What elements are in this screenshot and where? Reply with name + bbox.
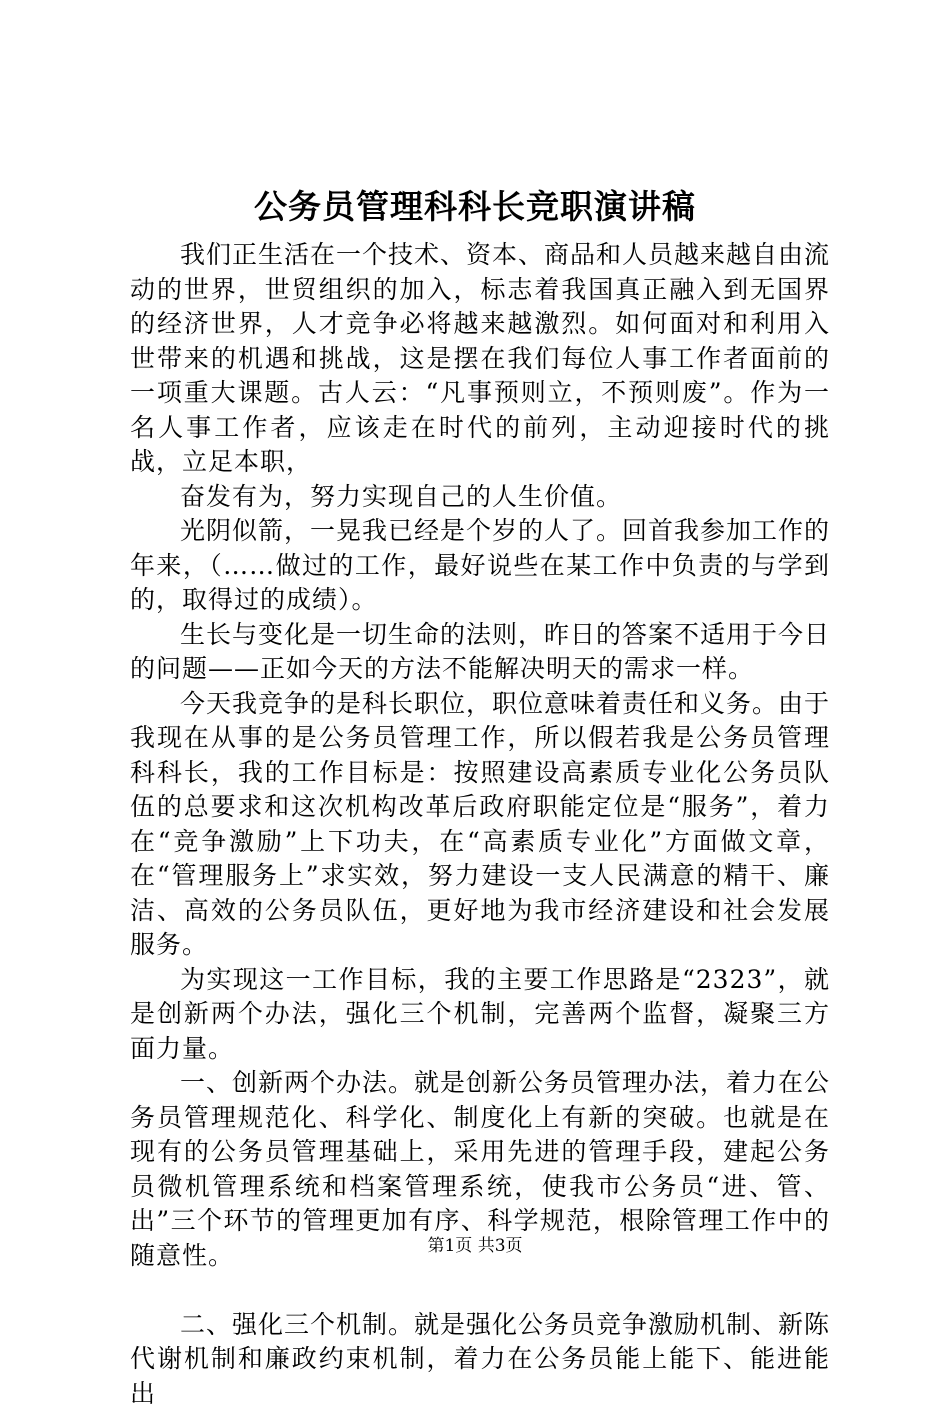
document-title: 公务员管理科科长竞职演讲稿 (0, 183, 950, 231)
paragraph: 为实现这一工作目标，我的主要工作思路是“2323”，就是创新两个办法，强化三个机制，完善两个监督，凝聚三方面力量。 (130, 963, 830, 1067)
paragraph: 今天我竞争的是科长职位，职位意味着责任和义务。由于我现在从事的是公务员管理工作，所以假若我是公务员管理科科长，我的工作目标是：按照建设高素质专业化公务员队伍的总要求和这次机构改革后政府职能定位是“服务”，着力在“竞争激励”上下功夫，在“高素质专业化”方面做文章，在“管理服务上”求实效，努力建设一支人民满意的精干、廉洁、高效的公务员队伍，更好地为我市经济建设和社会发展服务。 (130, 687, 830, 963)
paragraph: 生长与变化是一切生命的法则，昨日的答案不适用于今日的问题——正如今天的方法不能解决明天的需求一样。 (130, 618, 830, 687)
paragraph: 奋发有为，努力实现自己的人生价值。 (130, 480, 830, 515)
paragraph: 光阴似箭，一晃我已经是个岁的人了。回首我参加工作的年来，（……做过的工作，最好说些在某工作中负责的与学到的，取得过的成绩）。 (130, 514, 830, 618)
paragraph: 一、创新两个办法。就是创新公务员管理办法，着力在公务员管理规范化、科学化、制度化上有新的突破。也就是在现有的公务员管理基础上，采用先进的管理手段，建起公务员微机管理系统和档案管理系统，使我市公务员“进、管、出”三个环节的管理更加有序、科学规范，根除管理工作中的随意性。 (130, 1066, 830, 1273)
paragraph: 我们正生活在一个技术、资本、商品和人员越来越自由流动的世界，世贸组织的加入，标志着我国真正融入到无国界的经济世界，人才竞争必将越来越激烈。如何面对和利用入世带来的机遇和挑战，这是摆在我们每位人事工作者面前的一项重大课题。古人云：“凡事预则立，不预则废”。作为一名人事工作者，应该走在时代的前列，主动迎接时代的挑战，立足本职， (130, 238, 830, 480)
paragraph: 二、强化三个机制。就是强化公务员竞争激励机制、新陈代谢机制和廉政约束机制，着力在公务员能上能下、能进能出 (130, 1308, 830, 1411)
page-footer: 第1页 共3页 (0, 1234, 950, 1258)
